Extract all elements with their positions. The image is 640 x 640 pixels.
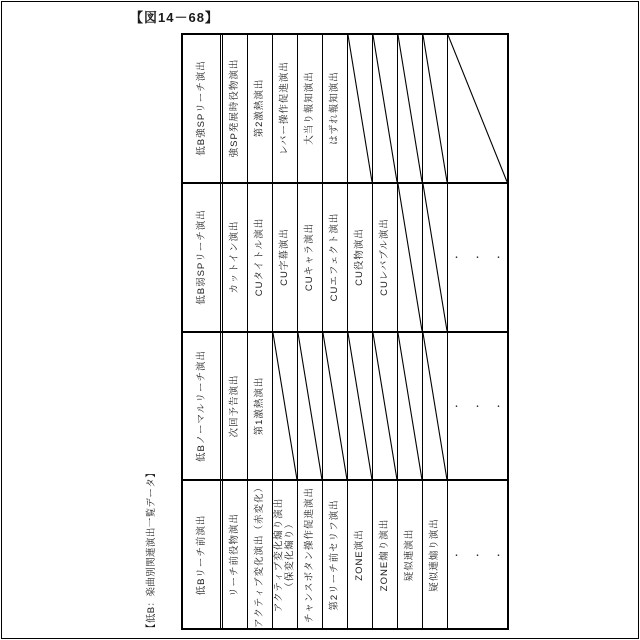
cell-label: ZONE演出 <box>353 528 365 581</box>
item-cell <box>273 35 298 182</box>
diagonal-line-icon <box>348 35 372 182</box>
item-cell <box>248 333 273 480</box>
slashed-empty-cell <box>348 333 373 480</box>
table-row-group-low-b-normal-reach <box>183 333 516 482</box>
cell-label: 次回予告演出 <box>228 374 240 438</box>
item-cell <box>248 184 273 331</box>
cell-label: レバー操作促進演出 <box>278 61 290 156</box>
diagonal-line-icon <box>373 333 397 480</box>
cell-label: アクティブ変化煽り演出 （保変化煽り） <box>273 497 295 612</box>
item-cell <box>323 481 348 628</box>
cell-label: 低B弱SPリーチ演出 <box>195 209 207 305</box>
row-header-cell-low-b-pre-reach <box>183 481 223 628</box>
ellipsis-dots: ・・・ <box>451 252 516 263</box>
cell-label: チャンスボタン操作促進演出 <box>303 486 315 623</box>
diagonal-line-icon <box>373 35 397 182</box>
table-row-group-low-b-pre-reach <box>183 481 516 628</box>
item-cell <box>323 35 348 182</box>
diagonal-line-icon <box>348 333 372 480</box>
slashed-empty-cell <box>273 333 298 480</box>
cell-label: リーチ前役物演出 <box>228 512 240 597</box>
table-caption: 【低B：楽曲別関連演出一覧データ】 <box>146 467 157 633</box>
cell-label: はずれ報知演出 <box>328 71 340 146</box>
item-cell <box>398 481 423 628</box>
item-cell <box>273 184 298 331</box>
cell-label: 第1激熱演出 <box>253 376 265 436</box>
cell-label: 低Bリーチ前演出 <box>195 514 207 596</box>
cell-label: 大当り報知演出 <box>303 71 315 146</box>
item-cell <box>273 481 298 628</box>
diagonal-line-icon <box>298 333 322 480</box>
slashed-empty-cell <box>398 35 423 182</box>
diagonal-line-icon <box>398 35 422 182</box>
item-cell <box>373 184 398 331</box>
cell-label: CUタイトル演出 <box>253 217 265 297</box>
figure-number-label: 【図14－68】 <box>130 10 219 25</box>
diagonal-line-icon <box>273 333 297 480</box>
ellipsis-dots: ・・・ <box>451 550 516 561</box>
item-cell <box>223 184 248 331</box>
item-cell <box>348 481 373 628</box>
item-cell <box>373 481 398 628</box>
ellipsis-cell <box>448 184 516 331</box>
slashed-empty-cell <box>298 333 323 480</box>
diagonal-line-icon <box>323 333 347 480</box>
item-cell <box>323 184 348 331</box>
item-cell <box>223 481 248 628</box>
item-cell <box>298 184 323 331</box>
slashed-empty-cell <box>373 35 398 182</box>
cell-label: 低Bノーマルリーチ演出 <box>195 349 207 462</box>
item-cell <box>348 184 373 331</box>
table-row-group-low-b-strong-sp-reach <box>183 35 507 184</box>
item-cell <box>223 333 248 480</box>
slashed-empty-cell <box>448 35 507 182</box>
cell-label: 第2リーチ前セリフ演出 <box>328 498 340 611</box>
ellipsis-cell <box>448 333 516 480</box>
diagonal-line-icon <box>398 333 422 480</box>
cell-label: 疑似連演出 <box>403 528 415 581</box>
cell-label: ZONE煽り演出 <box>378 518 390 591</box>
cell-label: CU役物演出 <box>353 228 365 286</box>
cell-label: アクティブ変化演出（赤変化） <box>253 481 265 628</box>
diagonal-line-icon <box>398 184 422 331</box>
slashed-empty-cell <box>398 333 423 480</box>
item-cell <box>298 481 323 628</box>
row-header-cell-low-b-strong-sp-reach <box>183 35 223 182</box>
diagonal-line-icon <box>448 35 507 182</box>
cell-label: 強SP発展時役物演出 <box>228 59 240 158</box>
diagonal-line-icon <box>423 35 447 182</box>
item-cell <box>223 35 248 182</box>
cell-label: CUレバブル演出 <box>378 218 390 296</box>
ellipsis-dots: ・・・ <box>451 401 516 412</box>
slashed-empty-cell <box>373 333 398 480</box>
slashed-empty-cell <box>398 184 423 331</box>
row-header-cell-low-b-normal-reach <box>183 333 223 480</box>
cell-label: CUキャラ演出 <box>303 223 315 292</box>
cell-label: 第2激熱演出 <box>253 78 265 138</box>
item-cell <box>248 35 273 182</box>
cell-label: 低B強SPリーチ演出 <box>195 60 207 157</box>
item-cell <box>298 35 323 182</box>
cell-label: 疑似連煽り演出 <box>428 517 440 592</box>
row-header-cell-low-b-weak-sp-reach <box>183 184 223 331</box>
slashed-empty-cell <box>348 35 373 182</box>
ellipsis-cell <box>448 481 516 628</box>
slashed-empty-cell <box>323 333 348 480</box>
cell-label: CUエフェクト演出 <box>328 212 340 302</box>
related-effects-table <box>181 33 516 630</box>
cell-label: CU字幕演出 <box>278 228 290 286</box>
cell-label: カットイン演出 <box>228 220 240 294</box>
slashed-empty-cell <box>423 35 448 182</box>
item-cell <box>248 481 273 628</box>
table-row-group-low-b-weak-sp-reach <box>183 184 516 333</box>
